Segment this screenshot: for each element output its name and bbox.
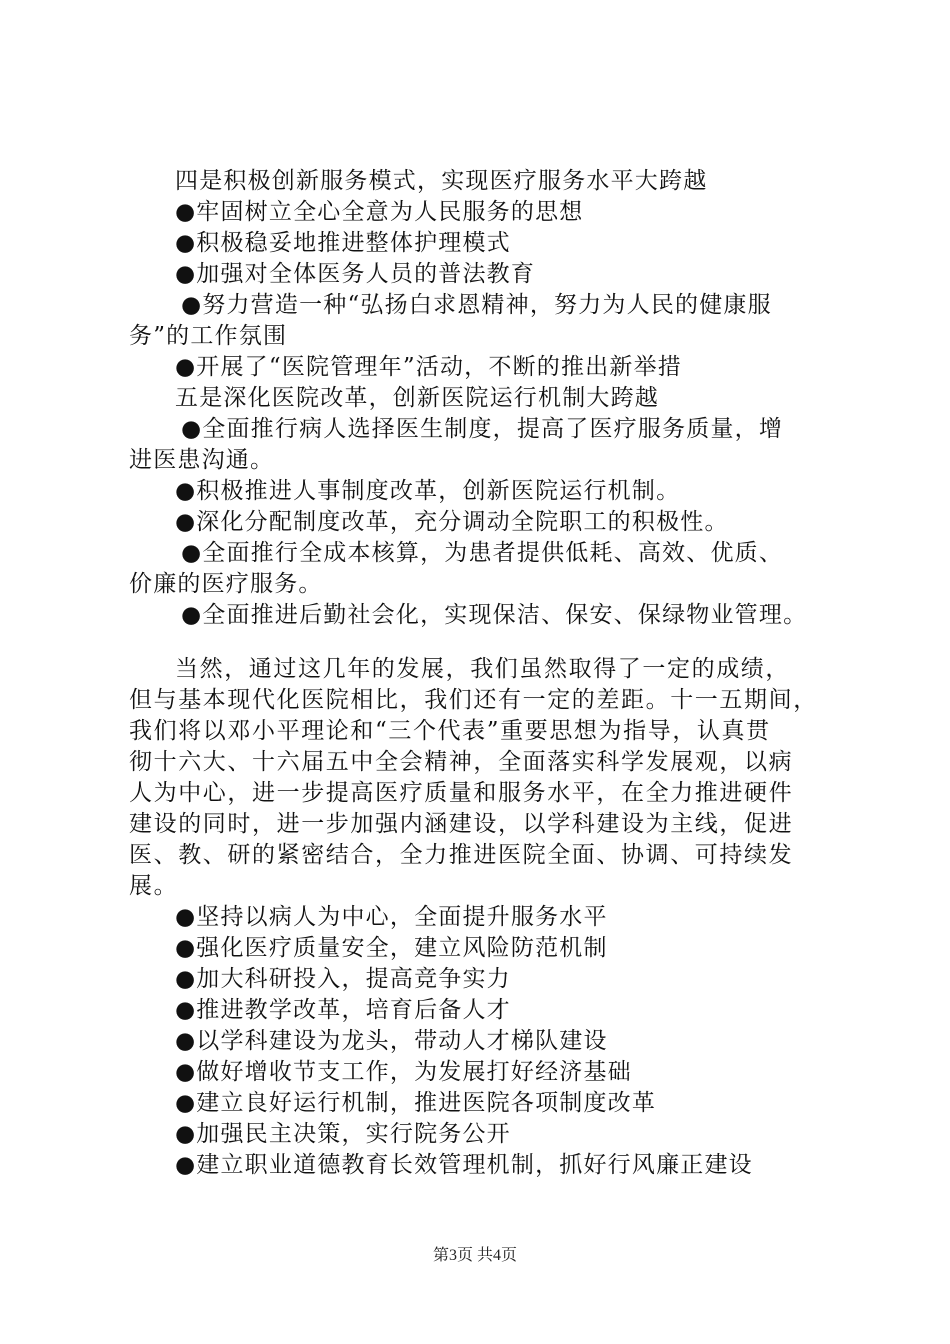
section4-item-4-line-2: 务”的工作氛围 [129, 323, 288, 349]
conclusion-line: 但与基本现代化医院相比，我们还有一定的差距。十一五期间， [129, 687, 818, 713]
plan-item: ●强化医疗质量安全，建立风险防范机制 [175, 935, 608, 961]
conclusion-line: 建设的同时，进一步加强内涵建设，以学科建设为主线，促进 [129, 811, 794, 837]
document-body [129, 166, 859, 1181]
plan-item: ●以学科建设为龙头，带动人才梯队建设 [175, 1028, 608, 1054]
section5-heading: 五是深化医院改革，创新医院运行机制大跨越 [175, 385, 659, 411]
section4-item-1: ●牢固树立全心全意为人民服务的思想 [175, 199, 584, 225]
conclusion-line: 彻十六大、十六届五中全会精神，全面落实科学发展观，以病 [129, 749, 794, 775]
section5-item-5: ●全面推进后勤社会化，实现保洁、保安、保绿物业管理。 [181, 602, 808, 628]
section4-item-4-line-1: ●努力营造一种“弘扬白求恩精神，努力为人民的健康服 [181, 292, 772, 318]
plan-item: ●推进教学改革，培育后备人才 [175, 997, 511, 1023]
conclusion-line: 展。 [129, 873, 179, 899]
conclusion-line: 我们将以邓小平理论和“三个代表”重要思想为指导，认真贯 [129, 718, 771, 744]
plan-item: ●建立职业道德教育长效管理机制，抓好行风廉正建设 [175, 1152, 753, 1178]
conclusion-line: 当然，通过这几年的发展，我们虽然取得了一定的成绩， [175, 656, 790, 682]
plan-item: ●加大科研投入，提高竞争实力 [175, 966, 511, 992]
section4-item-5: ●开展了“医院管理年”活动，不断的推出新举措 [175, 354, 682, 380]
page-number-footer: 第3页 共4页 [432, 1247, 517, 1264]
section5-item-1-line-2: 进医患沟通。 [129, 447, 275, 473]
section4-item-2: ●积极稳妥地推进整体护理模式 [175, 230, 511, 256]
conclusion-line: 医、教、研的紧密结合，全力推进医院全面、协调、可持续发 [129, 842, 794, 868]
plans-list [129, 902, 859, 1181]
section4-item-3: ●加强对全体医务人员的普法教育 [175, 261, 536, 287]
plan-item: ●建立良好运行机制，推进医院各项制度改革 [175, 1090, 657, 1116]
section5-item-1-line-1: ●全面推行病人选择医生制度，提高了医疗服务质量，增 [181, 416, 784, 442]
section5-item-3: ●深化分配制度改革，充分调动全院职工的积极性。 [175, 509, 729, 535]
plan-item: ●做好增收节支工作，为发展打好经济基础 [175, 1059, 632, 1085]
plan-item: ●坚持以病人为中心，全面提升服务水平 [175, 904, 608, 930]
section5-item-4-line-1: ●全面推行全成本核算，为患者提供低耗、高效、优质、 [181, 540, 784, 566]
plan-item: ●加强民主决策，实行院务公开 [175, 1121, 511, 1147]
conclusion-paragraph [129, 654, 859, 902]
section4-heading: 四是积极创新服务模式，实现医疗服务水平大跨越 [175, 168, 708, 194]
paragraph-gap [129, 631, 859, 654]
section5-item-4-line-2: 价廉的医疗服务。 [129, 571, 323, 597]
conclusion-line: 人为中心，进一步提高医疗质量和服务水平，在全力推进硬件 [129, 780, 794, 806]
section5-item-2: ●积极推进人事制度改革，创新医院运行机制。 [175, 478, 681, 504]
